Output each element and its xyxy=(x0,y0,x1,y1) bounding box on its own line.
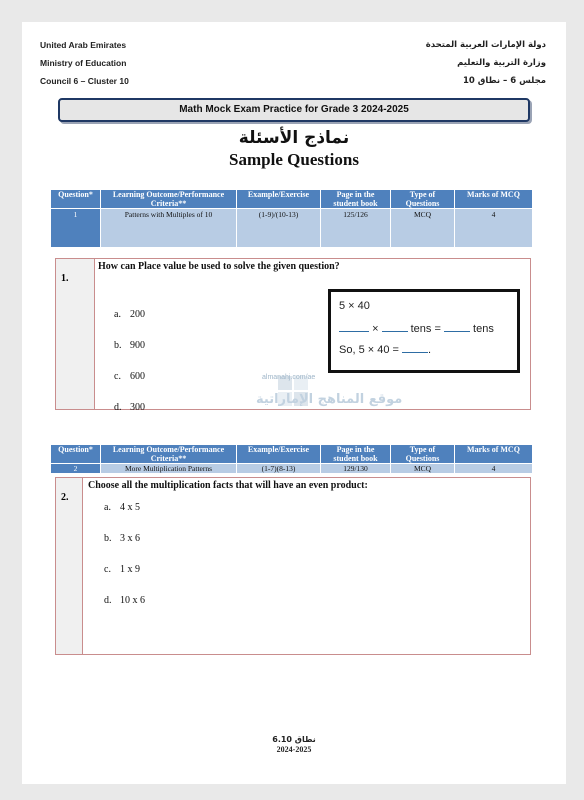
option-letter: d. xyxy=(104,595,112,606)
question-text: How can Place value be used to solve the given question? xyxy=(98,261,340,272)
option-value: 10 x 6 xyxy=(120,595,145,606)
tens-equals-label: tens = xyxy=(410,323,441,335)
option-c[interactable] xyxy=(104,564,140,575)
option-d[interactable] xyxy=(104,595,145,606)
option-letter: c. xyxy=(114,371,121,382)
header-example: Example/Exercise xyxy=(237,190,321,209)
header-right xyxy=(426,36,546,90)
table-row xyxy=(51,209,533,248)
footer-cluster: نطاق 6.10 xyxy=(272,735,316,744)
question-number: 1. xyxy=(61,273,69,284)
header-question: Question* xyxy=(51,445,101,464)
header-page: Page in the student book xyxy=(321,445,391,464)
answer-blank[interactable] xyxy=(382,321,408,332)
option-c[interactable] xyxy=(114,371,145,382)
cell-marks: 4 xyxy=(455,209,533,248)
question-info-table-2 xyxy=(50,444,533,474)
option-b[interactable] xyxy=(114,340,145,351)
option-value: 300 xyxy=(130,402,145,413)
cell-question: 1 xyxy=(51,209,101,248)
header-learning-outcome: Learning Outcome/Performance Criteria** xyxy=(101,190,237,209)
answer-blank[interactable] xyxy=(402,342,428,353)
option-letter: c. xyxy=(104,564,111,575)
cell-example: (1-7)(8-13) xyxy=(237,464,321,474)
question-number-cell xyxy=(56,478,83,654)
question-text: Choose all the multiplication facts that will have an even product: xyxy=(88,480,368,491)
question-number-cell xyxy=(56,259,95,409)
council-label-ar: مجلس 6 – نطاق 10 xyxy=(463,76,546,86)
place-value-visual xyxy=(328,289,520,373)
option-letter: a. xyxy=(104,502,111,513)
option-b[interactable] xyxy=(104,533,140,544)
answer-blank[interactable] xyxy=(444,321,470,332)
cell-type: MCQ xyxy=(391,464,455,474)
cell-type: MCQ xyxy=(391,209,455,248)
exam-page xyxy=(22,22,566,784)
header-learning-outcome: Learning Outcome/Performance Criteria** xyxy=(101,445,237,464)
visual-tens-line xyxy=(339,321,494,335)
answer-blank[interactable] xyxy=(339,321,369,332)
ministry-label: Ministry of Education xyxy=(40,58,127,68)
council-label: Council 6 – Cluster 10 xyxy=(40,76,129,86)
page-title-arabic: نماذج الأسئلة xyxy=(238,128,350,148)
result-label: So, 5 × 40 = xyxy=(339,344,399,356)
option-letter: b. xyxy=(114,340,122,351)
period: . xyxy=(428,344,432,356)
cell-learning-outcome: Patterns with Multiples of 10 xyxy=(101,209,237,248)
option-d[interactable] xyxy=(114,402,145,413)
header-question: Question* xyxy=(51,190,101,209)
cell-page: 129/130 xyxy=(321,464,391,474)
cell-marks: 4 xyxy=(455,464,533,474)
visual-result-line xyxy=(339,342,431,356)
question-info-table-1 xyxy=(50,189,533,248)
header-left xyxy=(40,36,129,90)
page-title: Sample Questions xyxy=(229,150,359,169)
option-value: 4 x 5 xyxy=(120,502,140,513)
footer-year: 2024-2025 xyxy=(276,745,312,754)
header-page: Page in the student book xyxy=(321,190,391,209)
option-value: 1 x 9 xyxy=(120,564,140,575)
option-letter: d. xyxy=(114,402,122,413)
country-label: United Arab Emirates xyxy=(40,40,127,50)
times-symbol: × xyxy=(372,323,379,335)
option-value: 200 xyxy=(130,309,145,320)
question-number: 2. xyxy=(61,492,69,503)
table-row xyxy=(51,464,533,474)
option-value: 900 xyxy=(130,340,145,351)
option-letter: b. xyxy=(104,533,112,544)
option-value: 600 xyxy=(130,371,145,382)
option-letter: a. xyxy=(114,309,121,320)
watermark-text: موقع المناهج الإماراتية xyxy=(256,392,403,407)
option-value: 3 x 6 xyxy=(120,533,140,544)
tens-label: tens xyxy=(473,323,494,335)
option-a[interactable] xyxy=(104,502,140,513)
ministry-label-ar: وزارة التربية والتعليم xyxy=(457,58,546,68)
header-marks: Marks of MCQ xyxy=(455,190,533,209)
page-footer xyxy=(22,735,566,755)
visual-expression: 5 × 40 xyxy=(339,300,370,312)
header-type: Type of Questions xyxy=(391,190,455,209)
exam-title-banner: Math Mock Exam Practice for Grade 3 2024-2025 xyxy=(58,98,530,122)
country-label-ar: دولة الإمارات العربية المتحدة xyxy=(425,40,546,50)
question-box-2 xyxy=(55,477,531,655)
header-example: Example/Exercise xyxy=(237,445,321,464)
option-a[interactable] xyxy=(114,309,145,320)
cell-page: 125/126 xyxy=(321,209,391,248)
cell-question: 2 xyxy=(51,464,101,474)
cell-example: (1-9)/(10-13) xyxy=(237,209,321,248)
header-type: Type of Questions xyxy=(391,445,455,464)
header-marks: Marks of MCQ xyxy=(455,445,533,464)
cell-learning-outcome: More Multiplication Patterns xyxy=(101,464,237,474)
watermark-url: almanahj.com/ae xyxy=(262,374,316,381)
